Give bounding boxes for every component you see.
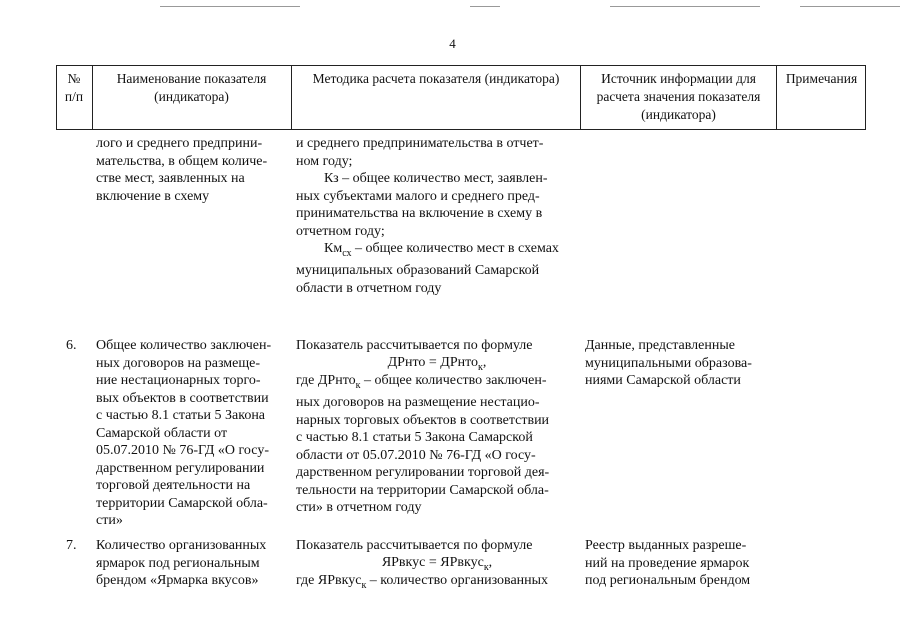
- scan-artifact: [160, 6, 300, 7]
- row-method-formula: ДРнто = ДРнто$_к$,: [387, 355, 487, 373]
- row-method-formula: ЯРвкус = ЯРвкус$_к$,: [381, 555, 493, 573]
- header-method: Методика расчета показателя (индикатора): [312, 71, 560, 86]
- row-method-intro: Показатель рассчитывается по формуле: [296, 338, 533, 353]
- header-source: Источник информации для расчета значения показателя (индикатора): [596, 71, 761, 122]
- header-num: № п/п: [64, 71, 84, 104]
- scan-artifact: [800, 6, 900, 7]
- row-number: 6.: [66, 338, 77, 353]
- scan-artifact: [470, 6, 500, 7]
- continuation-name: лого и среднего предприни- мательства, в общем количе- стве мест, заявленных на включение в схему: [96, 136, 268, 204]
- row-method-body: где ДРнто$_к$ – общее количество заключен- ных договоров на размещение нестацио- нарных торговых объектов в соответствии с частью 8.1 статьи 5 Закона Самарской области от 05.07.2010 № 76-ГД «О госу- дарственном регулировании торговой дея- тельности на территории Самарской обла- сти» в отчетном году: [296, 373, 550, 516]
- row-method-intro: Показатель рассчитывается по формуле: [296, 538, 533, 553]
- row-name: Общее количество заключен- ных договоров на размеще- ние нестационарных торго- вых объектов в соответствии с частью 8.1 статьи 5 Закона Самарской области от 05.07.2010 № 76-ГД «О госу- дарственном регулировании торговой деятельности на территории Самарской обла- сти»: [96, 338, 272, 528]
- row-number: 7.: [66, 538, 77, 553]
- header-name: Наименование показателя (индикатора): [116, 71, 267, 104]
- continuation-method-p1: и среднего предпринимательства в отчет- ном году;: [296, 136, 544, 169]
- continuation-method-p3: $Км_{сх}$ – общее количество мест в схемах муниципальных образований Самарской области в отчетном году: [296, 241, 559, 296]
- header-notes: Примечания: [785, 71, 858, 86]
- row-method-body: где ЯРвкус$_к$ – количество организованных: [296, 573, 549, 591]
- row-source: Реестр выданных разреше- ний на проведение ярмарок под региональным брендом: [585, 538, 751, 588]
- page-number: 4: [449, 36, 456, 51]
- row-name: Количество организованных ярмарок под региональным брендом «Ярмарка вкусов»: [96, 538, 267, 588]
- row-source: Данные, представленные муниципальными образова- ниями Самарской области: [585, 338, 752, 388]
- continuation-method-p2: Кз – общее количество мест, заявлен- ных субъектами малого и среднего пред- принимательства на включение в схему в отчетном году;: [296, 171, 548, 239]
- scan-artifact: [610, 6, 760, 7]
